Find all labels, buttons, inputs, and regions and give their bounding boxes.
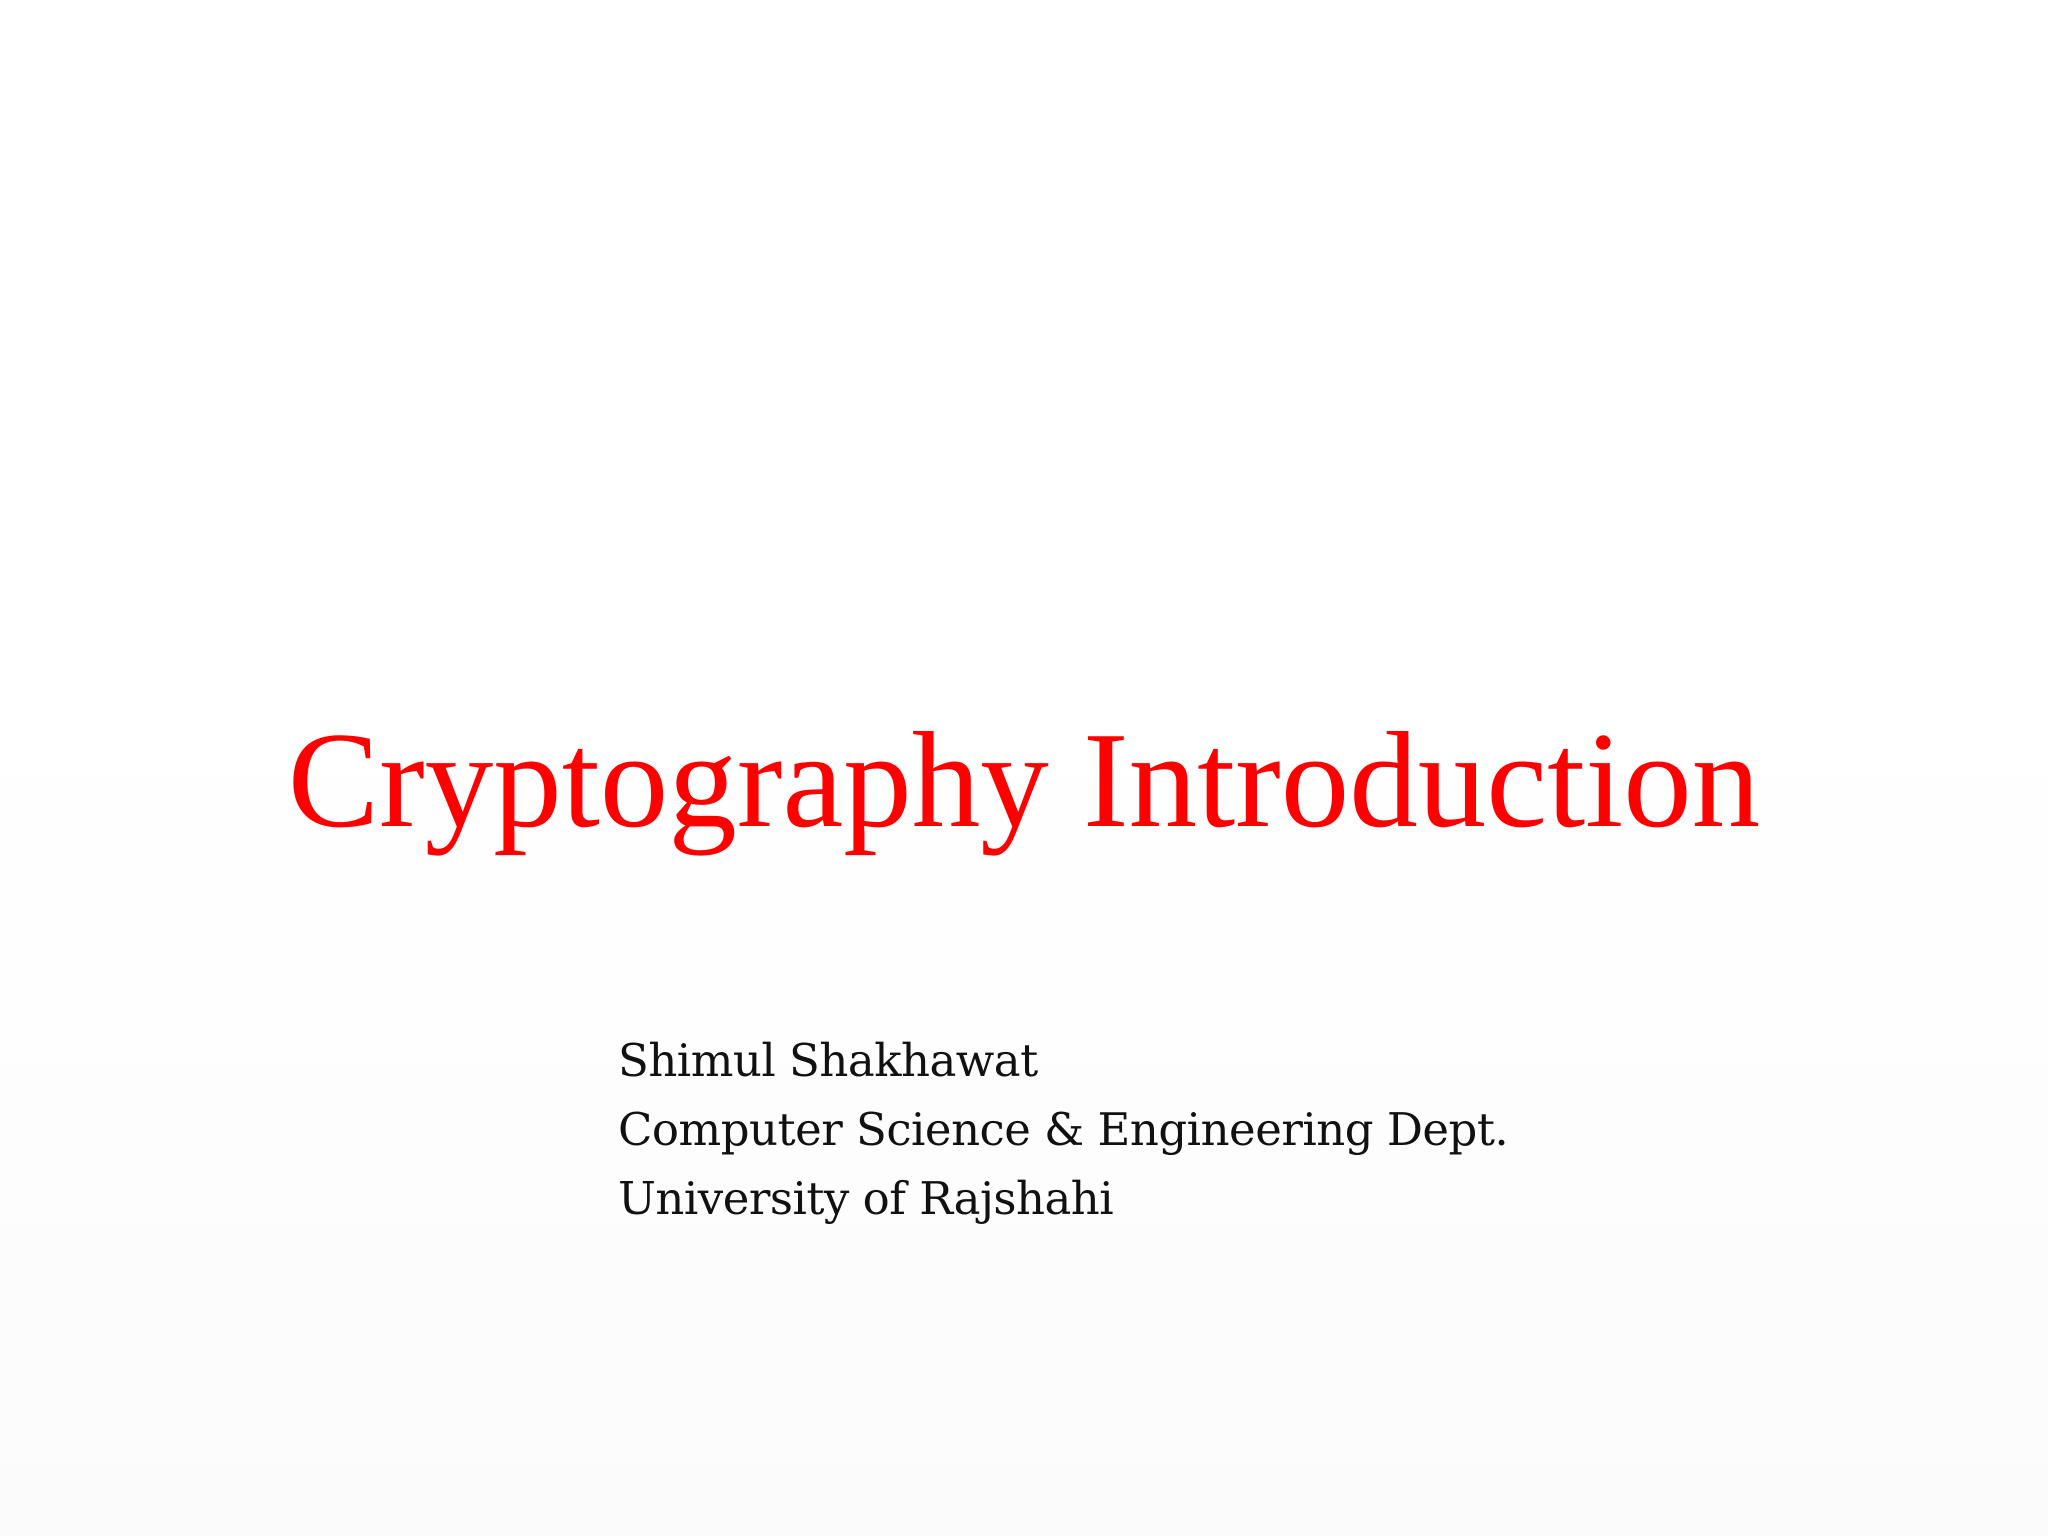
author-department: Computer Science & Engineering Dept. [618,1103,1509,1156]
author-block [618,1026,1508,1233]
slide-title: Cryptography Introduction [287,703,1761,856]
author-university: University of Rajshahi [618,1172,1114,1225]
author-name: Shimul Shakhawat [618,1034,1038,1087]
